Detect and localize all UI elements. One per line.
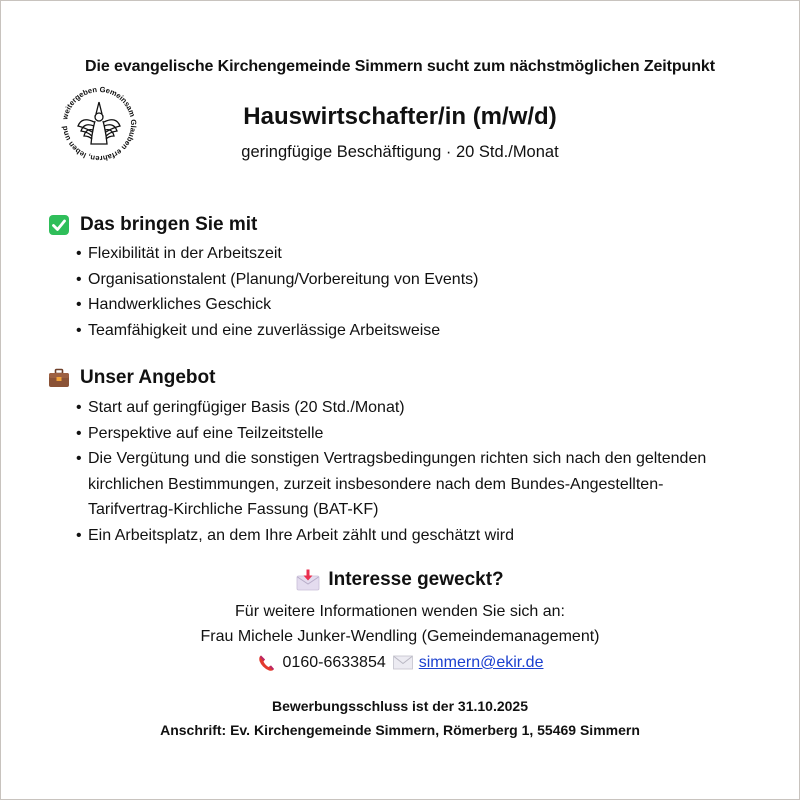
postal-address: Anschrift: Ev. Kirchengemeinde Simmern, Römerberg 1, 55469 Simmern [160,722,640,738]
svg-text:weitergeben Gemeinsam Glauben: weitergeben Gemeinsam Glauben erfahren, leben und [60,84,139,164]
requirements-heading [48,214,257,236]
list-item: • Ein Arbeitsplatz, an dem Ihre Arbeit zählt und geschätzt wird [76,523,748,549]
contact-person: Frau Michele Junker-Wendling (Gemeindemanagement) [200,628,600,645]
contact-details [0,654,800,672]
offer-heading-text: Unser Angebot [80,367,216,388]
list-item: • Teamfähigkeit und eine zuverlässige Arbeitsweise [76,318,478,344]
list-item: • Die Vergütung und die sonstigen Vertragsbedingungen richten sich nach den geltenden kirchlichen Bestimmungen, zurzeit insbesondere nach dem Bundes-Angestellten-Tarifvertrag-Kirchliche Fassung (BAT-KF) [76,446,748,523]
application-deadline: Bewerbungsschluss ist der 31.10.2025 [271,698,528,714]
interest-heading [0,569,800,591]
offer-heading [48,367,215,389]
intro-line: Die evangelische Kirchengemeinde Simmern sucht zum nächstmöglichen Zeitpunkt [85,58,715,75]
offer-list [76,395,748,548]
job-subtitle: geringfügige Beschäftigung · 20 Std./Monat [241,143,559,161]
envelope-icon [393,654,413,672]
info-line: Für weitere Informationen wenden Sie sich an: [235,603,565,620]
phone-number[interactable]: 0160-6633854 [282,654,386,671]
list-item: • Handwerkliches Geschick [76,292,478,318]
check-box-icon [48,214,70,236]
telephone-receiver-icon [257,654,277,672]
requirements-heading-text: Das bringen Sie mit [80,214,258,235]
email-link[interactable]: simmern@ekir.de [418,654,544,671]
list-item: • Flexibilität in der Arbeitszeit [76,241,478,267]
interest-heading-text: Interesse geweckt? [328,569,504,590]
job-title: Hauswirtschafter/in (m/w/d) [243,103,557,130]
requirements-list [76,241,478,343]
list-item: • Perspektive auf eine Teilzeitstelle [76,421,748,447]
incoming-envelope-icon [296,569,320,591]
list-item: • Organisationstalent (Planung/Vorbereitung von Events) [76,267,478,293]
list-item: • Start auf geringfügiger Basis (20 Std./Monat) [76,395,748,421]
briefcase-icon [48,367,70,389]
